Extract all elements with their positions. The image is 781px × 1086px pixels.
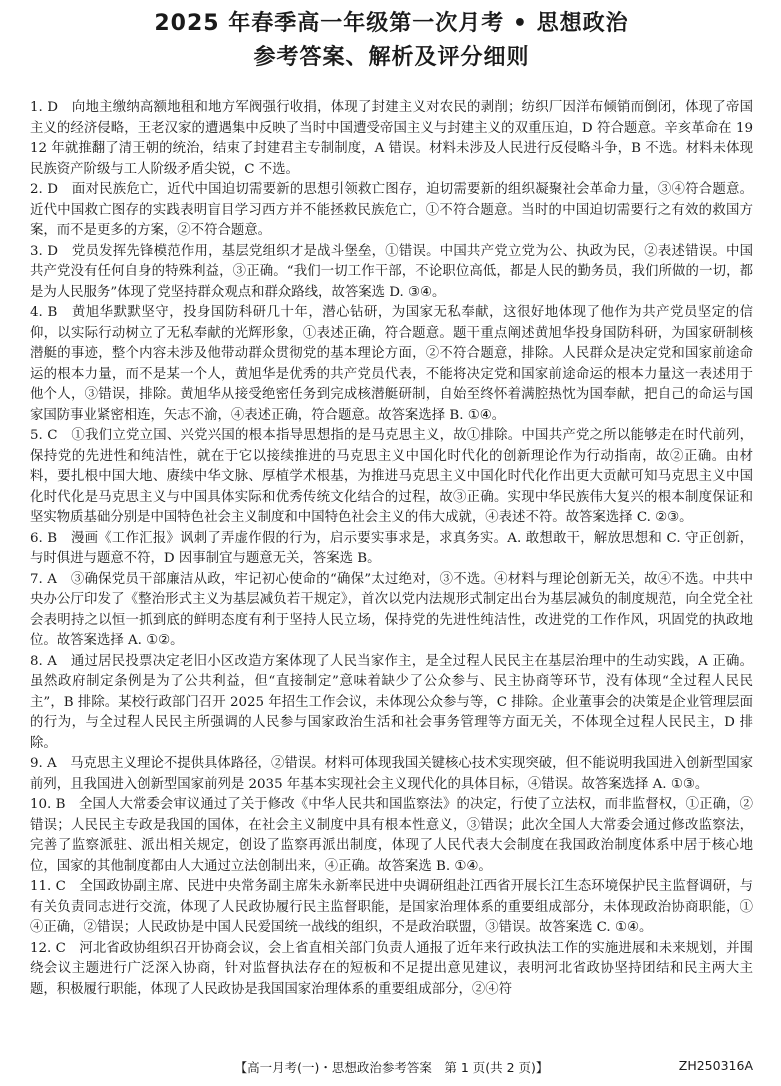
answer-item-3: 3. D 党员发挥先锋模范作用，基层党组织才是战斗堡垒，①错误。中国共产党立党为公、执政为民，②表述错误。中国共产党没有任何自身的特殊利益，③正确。“我们一切工作干部，不论职位高低，都是人民的勤务员，我们所做的一切，都是为人民服务”体现了党坚持群众观点和群众路线，故答案选 D. ③④。 (30, 243, 753, 300)
answer-item-1: 1. D 向地主缴纳高额地租和地方军阀强行收捐，体现了封建主义对农民的剥削；纺织厂因洋布倾销而倒闭，体现了帝国主义的经济侵略，王老汉家的遭遇集中反映了当时中国遭受帝国主义与封建主义的双重压迫，D 符合题意。辛亥革命在 1912 年就推翻了清王朝的统治，结束了封建君主专制制度，A 错误。材料未涉及人民进行反侵略斗争，B 不选。材料未体现民族资产阶级与工人阶级矛盾尖锐，C 不选。 (30, 100, 753, 177)
answer-item-2: 2. D 面对民族危亡，近代中国迫切需要新的思想引领救亡图存，迫切需要新的组织凝聚社会革命力量，③④符合题意。近代中国救亡图存的实践表明盲目学习西方并不能拯救民族危亡，①不符合题意。当时的中国迫切需要行之有效的救国方案，而不是更多的方案，②不符合题意。 (30, 182, 753, 238)
footer-code: ZH250316A (678, 1058, 753, 1073)
answer-item-8: 8. A 通过居民投票决定老旧小区改造方案体现了人民当家作主，是全过程人民民主在基层治理中的生动实践，A 正确。虽然政府制定条例是为了公共利益，但“直接制定”意味着缺少了公众参与、民主协商等环节，没有体现“全过程人民民主”，B 排除。某校行政部门召开 2025 年招生工作会议，未体现公众参与等，C 排除。企业董事会的决策是企业管理层面的行为，与全过程人民民主所强调的人民参与国家政治生活和社会事务管理等方面无关，不体现全过程人民民主，D 排除。 (30, 653, 753, 751)
page-subtitle: 参考答案、解析及评分细则 (253, 45, 530, 70)
answer-item-6: 6. B 漫画《工作汇报》讽刺了弄虚作假的行为，启示要实事求是，求真务实。A. 敢想敢干，解放思想和 C. 守正创新，与时俱进与题意不符，D 因事制宜与题意无关，答案选 B。 (30, 530, 753, 566)
answer-item-7: 7. A ③确保党员干部廉洁从政，牢记初心使命的“确保”太过绝对，③不选。④材料与理论创新无关，故④不选。中共中央办公厅印发了《整治形式主义为基层减负若干规定》，首次以党内法规形式制定出台为基层减负的制度规范，向全党全社会表明持之以恒一抓到底的鲜明态度有利于坚持人民立场，保持党的先进性纯洁性，改进党的工作作风，巩固党的执政地位。故答案选择 A. ①②。 (30, 571, 753, 648)
answer-item-11: 11. C 全国政协副主席、民进中央常务副主席朱永新率民进中央调研组赴江西省开展长江生态环境保护民主监督调研，与有关负责同志进行交流，体现了人民政协履行民主监督职能，是国家治理体系的重要组成部分，未体现政治协商职能，①④正确，②错误；人民政协是中国人民爱国统一战线的组织，不是政治联盟，③错误。故答案选 C. ①④。 (30, 879, 753, 935)
answer-list (30, 98, 753, 1000)
footer-page-info: 【高一月考(一)・思想政治参考答案 第 1 页(共 2 页)】 (234, 1060, 549, 1075)
answer-item-10: 10. B 全国人大常委会审议通过了关于修改《中华人民共和国监察法》的决定，行使了立法权，而非监督权，①正确，②错误；人民民主专政是我国的国体，在社会主义制度中具有根本性意义，③错误；此次全国人大常委会通过修改监察法，完善了监察派驻、派出相关规定，创设了监察再派出制度，体现了人民代表大会制度在我国政治制度体系中居于核心地位，国家的其他制度都由人大通过立法创制出来，④正确。故答案选 B. ①④。 (30, 797, 753, 874)
answer-item-5: 5. C ①我们立党立国、兴党兴国的根本指导思想指的是马克思主义，故①排除。中国共产党之所以能够走在时代前列，保持党的先进性和纯洁性，就在于它以接续推进的马克思主义中国化时代化的创新理论作为行动指南，故②正确。由材料，要扎根中国大地、赓续中华文脉、厚植学术根基，为推进马克思主义中国化时代化作出更大贡献可知马克思主义中国化时代化是马克思主义与中国具体实际和优秀传统文化结合的过程，故③正确。实现中华民族伟大复兴的根本制度保证和坚实物质基础分别是中国特色社会主义制度和中国特色社会主义的伟大成就，④表述不符。故答案选择 C. ②③。 (30, 428, 753, 525)
answer-item-12: 12. C 河北省政协组织召开协商会议，会上省直相关部门负责人通报了近年来行政执法工作的实施进展和未来规划，并围绕会议主题进行广泛深入协商，针对监督执法存在的短板和不足提出意见建议，表明河北省政协坚持团结和民主两大主题，积极履行职能，体现了人民政协是我国国家治理体系的重要组成部分，②④符 (30, 940, 753, 997)
answer-item-4: 4. B 黄旭华默默坚守，投身国防科研几十年，潜心钻研，为国家无私奉献，这很好地体现了他作为共产党员坚定的信仰，以实际行动树立了无私奉献的光辉形象，①表述正确，符合题意。题干重点阐述黄旭华投身国防科研，为国家研制核潜艇的事迹，整个内容未涉及他带动群众贯彻党的基本理论方面，②不符合题意，排除。人民群众是决定党和国家前途命运的根本力量，而不是某一个人，黄旭华是优秀的共产党员代表，不能将决定党和国家前途命运的根本力量这一表述用于他个人，③错误，排除。黄旭华从接受绝密任务到完成核潜艇研制，自始至终怀着满腔热忱为国奉献，把自己的命运与国家国防事业紧密相连，矢志不渝，④表述正确，符合题意。故答案选择 B. ①④。 (30, 305, 753, 423)
page-title: 2025 年春季高一年级第一次月考 • 思想政治 (154, 11, 629, 36)
page-footer (30, 1058, 753, 1078)
answer-item-9: 9. A 马克思主义理论不提供具体路径，②错误。材料可体现我国关键核心技术实现突破，但不能说明我国进入创新型国家前列，且我国进入创新型国家前列是 2035 年基本实现社会主义现代化的具体目标，④错误。故答案选择 A. ①③。 (30, 756, 754, 792)
